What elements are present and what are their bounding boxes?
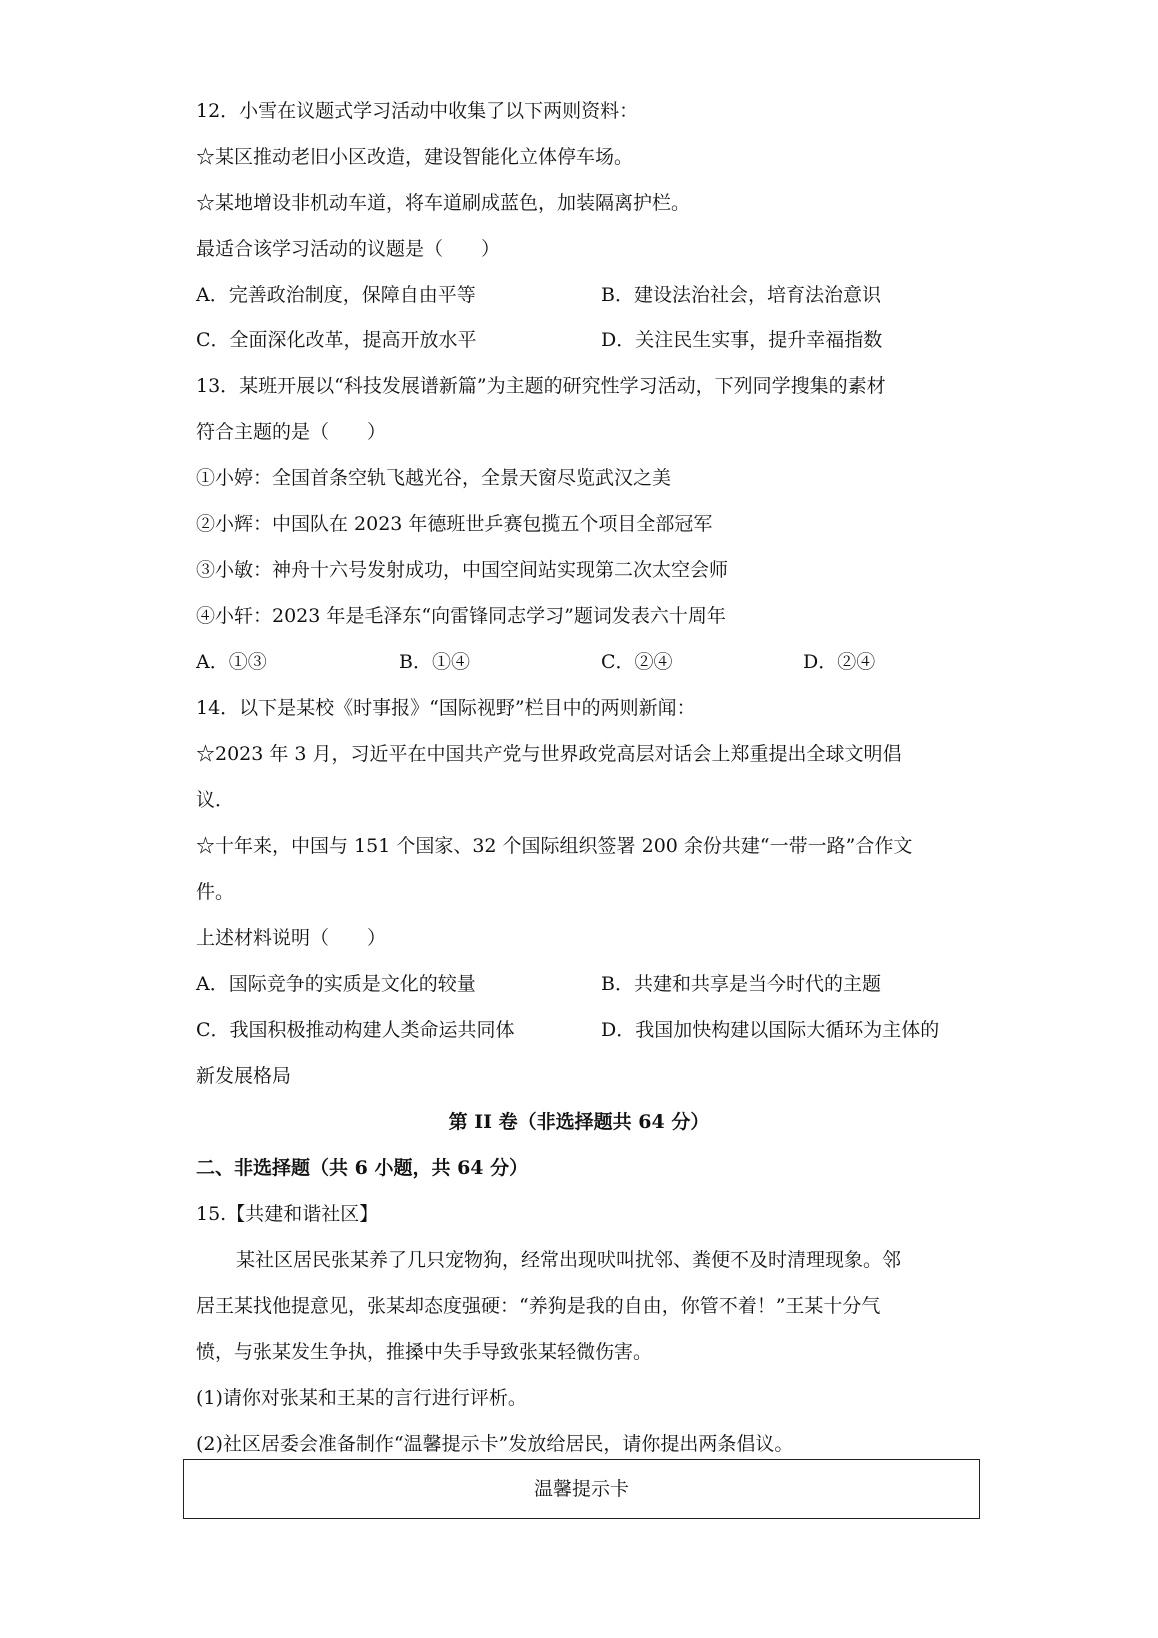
q13-option-a: A．①③ [196,651,267,673]
q13-item-4: ④小轩：2023 年是毛泽东“向雷锋同志学习”题词发表六十周年 [196,605,726,627]
q15-paragraph-line-1: 某社区居民张某养了几只宠物狗，经常出现吠叫扰邻、粪便不及时清理现象。邻 [236,1249,902,1271]
reminder-card-title: 温馨提示卡 [533,1478,629,1500]
q14-material-2b: 件。 [196,881,235,903]
q12-material-1: ☆某区推动老旧小区改造，建设智能化立体停车场。 [196,146,634,168]
q15-subquestion-2: (2)社区居委会准备制作“温馨提示卡”发放给居民，请你提出两条倡议。 [196,1433,794,1455]
q12-option-d: D．关注民生实事，提升幸福指数 [601,329,883,351]
q13-stem-line-1: 13．某班开展以“科技发展谱新篇”为主题的研究性学习活动，下列同学搜集的素材 [196,375,886,397]
q12-stem: 12．小雪在议题式学习活动中收集了以下两则资料： [196,100,639,122]
q14-material-1a: ☆2023 年 3 月，习近平在中国共产党与世界政党高层对话会上郑重提出全球文明倡 [196,743,902,765]
q14-question: 上述材料说明（ ） [196,927,387,949]
q13-item-3: ③小敏：神舟十六号发射成功，中国空间站实现第二次太空会师 [196,559,729,581]
q14-option-d: D．我国加快构建以国际大循环为主体的 [601,1019,940,1041]
q14-option-b: B．共建和共享是当今时代的主题 [601,973,881,995]
q12-option-a: A．完善政治制度，保障自由平等 [196,284,476,306]
q12-question: 最适合该学习活动的议题是（ ） [196,238,501,260]
q13-item-1: ①小婷：全国首条空轨飞越光谷，全景天窗尽览武汉之美 [196,467,672,489]
q12-material-2: ☆某地增设非机动车道，将车道刷成蓝色，加装隔离护栏。 [196,192,691,214]
q12-option-b: B．建设法治社会，培育法治意识 [601,284,881,306]
q14-material-2a: ☆十年来，中国与 151 个国家、32 个国际组织签署 200 余份共建“一带一路”合作文 [196,835,913,857]
q12-option-c: C．全面深化改革，提高开放水平 [196,329,477,351]
q13-option-c: C．②④ [601,651,673,673]
q14-material-1b: 议． [196,789,235,811]
q15-heading: 15.【共建和谐社区】 [196,1203,379,1225]
q14-stem: 14．以下是某校《时事报》“国际视野”栏目中的两则新闻： [196,697,696,719]
q15-subquestion-1: (1)请你对张某和王某的言行进行评析。 [196,1387,527,1409]
section-heading: 二、非选择题（共 6 小题，共 64 分） [196,1157,529,1179]
q14-option-d-continued: 新发展格局 [196,1065,292,1087]
q15-paragraph-line-3: 愤，与张某发生争执，推搡中失手导致张某轻微伤害。 [196,1341,653,1363]
q13-option-d: D．②④ [803,651,876,673]
q13-stem-line-2: 符合主题的是（ ） [196,421,387,443]
q13-item-2: ②小辉：中国队在 2023 年德班世乒赛包揽五个项目全部冠军 [196,513,713,535]
q14-option-a: A．国际竞争的实质是文化的较量 [196,973,476,995]
q14-option-c: C．我国积极推动构建人类命运共同体 [196,1019,515,1041]
q15-paragraph-line-2: 居王某找他提意见，张某却态度强硬：“养狗是我的自由，你管不着！”王某十分气 [196,1295,881,1317]
reminder-card-box [183,1459,980,1519]
part-two-title: 第 II 卷（非选择题共 64 分） [448,1111,710,1133]
q13-option-b: B．①④ [399,651,470,673]
